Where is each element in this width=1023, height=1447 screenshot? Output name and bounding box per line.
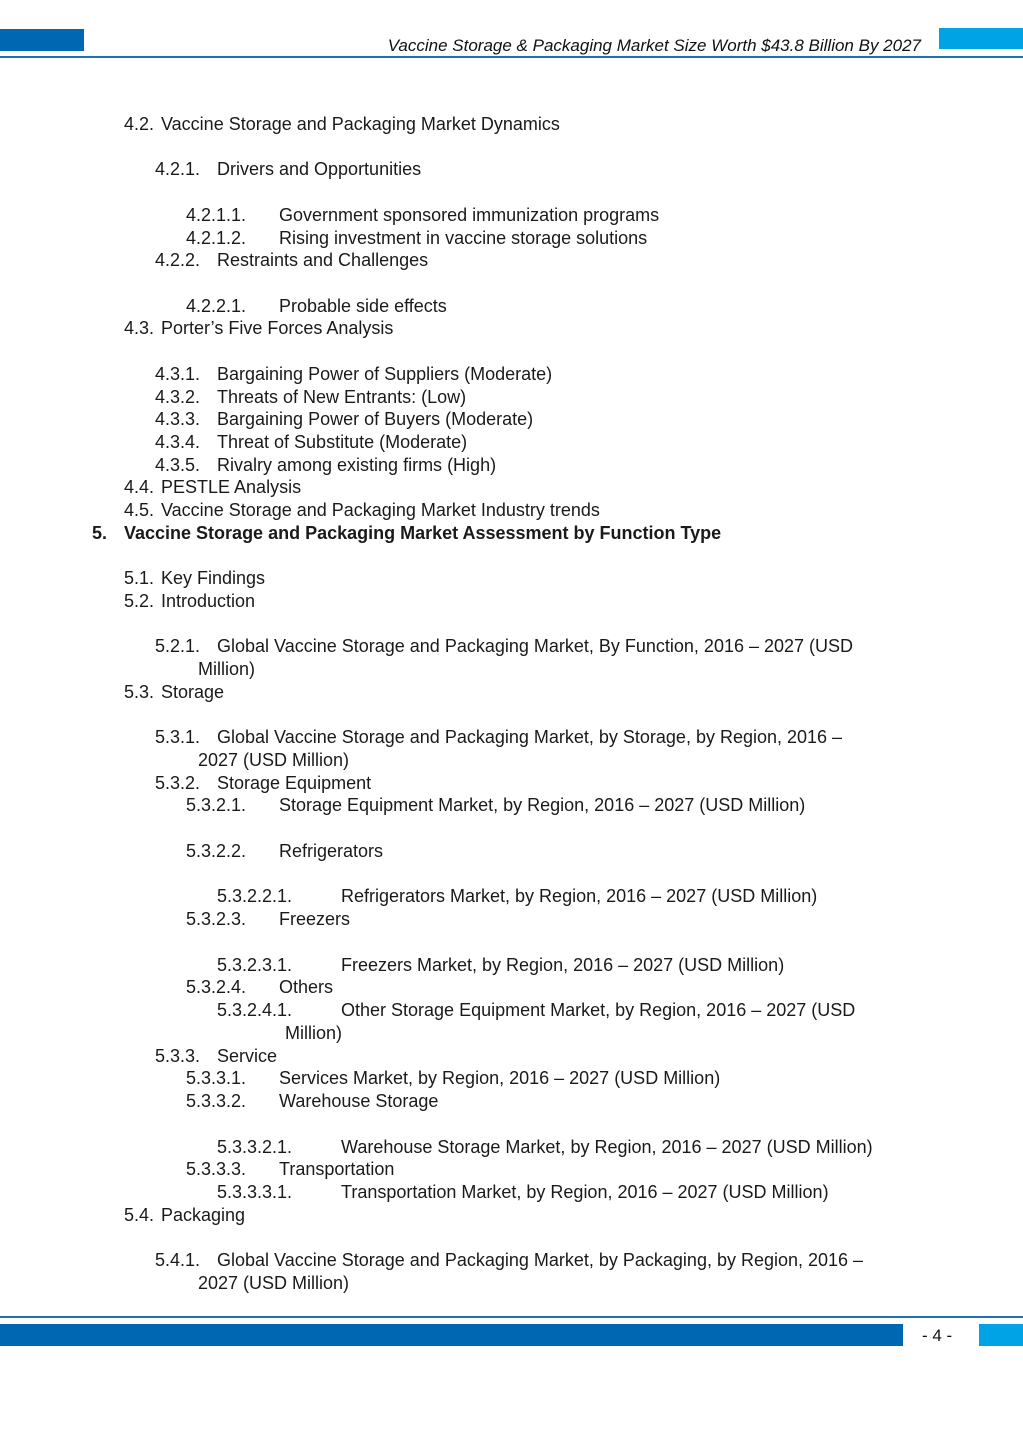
toc-entry-text: Porter’s Five Forces Analysis xyxy=(161,318,394,338)
toc-entry-number: 5.2.1. xyxy=(155,636,201,656)
toc-entry-text: Vaccine Storage and Packaging Market Dynamics xyxy=(161,114,560,134)
toc-entry-text: Packaging xyxy=(161,1205,246,1225)
toc-entry-number: 5.3.2.3. xyxy=(186,909,247,929)
toc-entry-number: 5.3.3.3.1. xyxy=(217,1182,293,1202)
toc-entry-number: 5.3.2. xyxy=(155,773,201,793)
toc-entry-text: Global Vaccine Storage and Packaging Market, by Storage, by Region, 2016 – xyxy=(217,727,843,747)
toc-entry-number: 5.3.2.3.1. xyxy=(217,955,293,975)
toc-entry-text: Bargaining Power of Buyers (Moderate) xyxy=(217,409,534,429)
toc-entry-number: 5.3.2.2.1. xyxy=(217,886,293,906)
footer-accent-bar xyxy=(0,1324,903,1346)
toc-entry-text: Restraints and Challenges xyxy=(217,250,429,270)
toc-entry-number: 4.4. xyxy=(124,477,155,497)
toc-entry-number: 5.3.1. xyxy=(155,727,201,747)
toc-entry-text: Storage Equipment Market, by Region, 2016 – 2027 (USD Million) xyxy=(279,795,806,815)
toc-entry-text: Services Market, by Region, 2016 – 2027 (USD Million) xyxy=(279,1068,721,1088)
toc-entry-text: Freezers Market, by Region, 2016 – 2027 (USD Million) xyxy=(341,955,785,975)
toc-entry-number: 5.3. xyxy=(124,682,155,702)
toc-entry-number: 5.3.3.2. xyxy=(186,1091,247,1111)
toc-entry-number: 5.3.3. xyxy=(155,1046,201,1066)
toc-entry-number: 5.2. xyxy=(124,591,155,611)
toc-entry-text: Threats of New Entrants: (Low) xyxy=(217,387,467,407)
toc-entry-text: Probable side effects xyxy=(279,296,447,316)
toc-entry-text: Vaccine Storage and Packaging Market Industry trends xyxy=(161,500,600,520)
toc-entry-text: Other Storage Equipment Market, by Region, 2016 – 2027 (USD xyxy=(341,1000,856,1020)
toc-entry-text: Refrigerators xyxy=(279,841,384,861)
toc-entry-number: 4.3. xyxy=(124,318,155,338)
toc-entry-number: 5.3.2.2. xyxy=(186,841,247,861)
toc-entry-number: 4.2.1. xyxy=(155,159,201,179)
toc-entry-text: Government sponsored immunization programs xyxy=(279,205,660,225)
toc-entry-text: PESTLE Analysis xyxy=(161,477,302,497)
toc-entry-text: Storage Equipment xyxy=(217,773,372,793)
toc-entry-number: 5.3.2.4.1. xyxy=(217,1000,293,1020)
toc-entry-number: 5.3.3.2.1. xyxy=(217,1137,293,1157)
toc-entry-text: Rising investment in vaccine storage solutions xyxy=(279,228,648,248)
toc-entry-text-continued: Million) xyxy=(198,659,256,679)
page-number: - 4 - xyxy=(922,1326,953,1345)
toc-entry-text-continued: 2027 (USD Million) xyxy=(198,1273,350,1293)
toc-entry-text: Others xyxy=(279,977,334,997)
toc-entry-number: 5.4.1. xyxy=(155,1250,201,1270)
toc-entry-number: 4.2.1.1. xyxy=(186,205,247,225)
toc-entry-text: Service xyxy=(217,1046,278,1066)
toc-entry-number: 4.3.4. xyxy=(155,432,201,452)
toc-entry-text: Transportation xyxy=(279,1159,395,1179)
toc-entry-number: 5.3.2.4. xyxy=(186,977,247,997)
toc-entry-text: Drivers and Opportunities xyxy=(217,159,422,179)
toc-entry-number: 4.2.2. xyxy=(155,250,201,270)
toc-entry-number: 4.2.1.2. xyxy=(186,228,247,248)
toc-entry-text: Global Vaccine Storage and Packaging Market, by Packaging, by Region, 2016 – xyxy=(217,1250,864,1270)
toc-entry-text: Warehouse Storage xyxy=(279,1091,439,1111)
toc-entry-number: 5.1. xyxy=(124,568,155,588)
toc-entry-text: Global Vaccine Storage and Packaging Market, By Function, 2016 – 2027 (USD xyxy=(217,636,854,656)
toc-entry-text: Freezers xyxy=(279,909,351,929)
toc-entry-text: Warehouse Storage Market, by Region, 2016 – 2027 (USD Million) xyxy=(341,1137,873,1157)
footer-accent-right xyxy=(979,1324,1023,1346)
document-header-title: Vaccine Storage & Packaging Market Size Worth $43.8 Billion By 2027 xyxy=(387,36,921,55)
toc-entry-number: 5.3.2.1. xyxy=(186,795,247,815)
toc-entry-text-continued: Million) xyxy=(285,1023,343,1043)
toc-entry-text: Introduction xyxy=(161,591,256,611)
toc-entry-text: Refrigerators Market, by Region, 2016 – 2027 (USD Million) xyxy=(341,886,818,906)
toc-entry-text: Threat of Substitute (Moderate) xyxy=(217,432,468,452)
toc-entry-number: 4.5. xyxy=(124,500,155,520)
toc-entry-number: 5.3.3.3. xyxy=(186,1159,247,1179)
toc-entry-text: Key Findings xyxy=(161,568,266,588)
toc-entry-text: Storage xyxy=(161,682,225,702)
toc-entry-text: Rivalry among existing firms (High) xyxy=(217,455,497,475)
footer-rule xyxy=(0,1316,1023,1318)
toc-entry-number: 4.2.2.1. xyxy=(186,296,247,316)
toc-entry-number: 5.4. xyxy=(124,1205,155,1225)
toc-entry-number: 4.2. xyxy=(124,114,155,134)
toc-entry-number: 4.3.2. xyxy=(155,387,201,407)
toc-entry-text-continued: 2027 (USD Million) xyxy=(198,750,350,770)
toc-entry-text: Vaccine Storage and Packaging Market Assessment by Function Type xyxy=(124,523,722,543)
toc-entry-text: Transportation Market, by Region, 2016 – 2027 (USD Million) xyxy=(341,1182,829,1202)
toc-entry-number: 5. xyxy=(92,523,108,543)
toc-entry-number: 4.3.1. xyxy=(155,364,201,384)
toc-entry-text: Bargaining Power of Suppliers (Moderate) xyxy=(217,364,553,384)
toc-entry-number: 4.3.5. xyxy=(155,455,201,475)
toc-entry-number: 4.3.3. xyxy=(155,409,201,429)
toc-entry-number: 5.3.3.1. xyxy=(186,1068,247,1088)
